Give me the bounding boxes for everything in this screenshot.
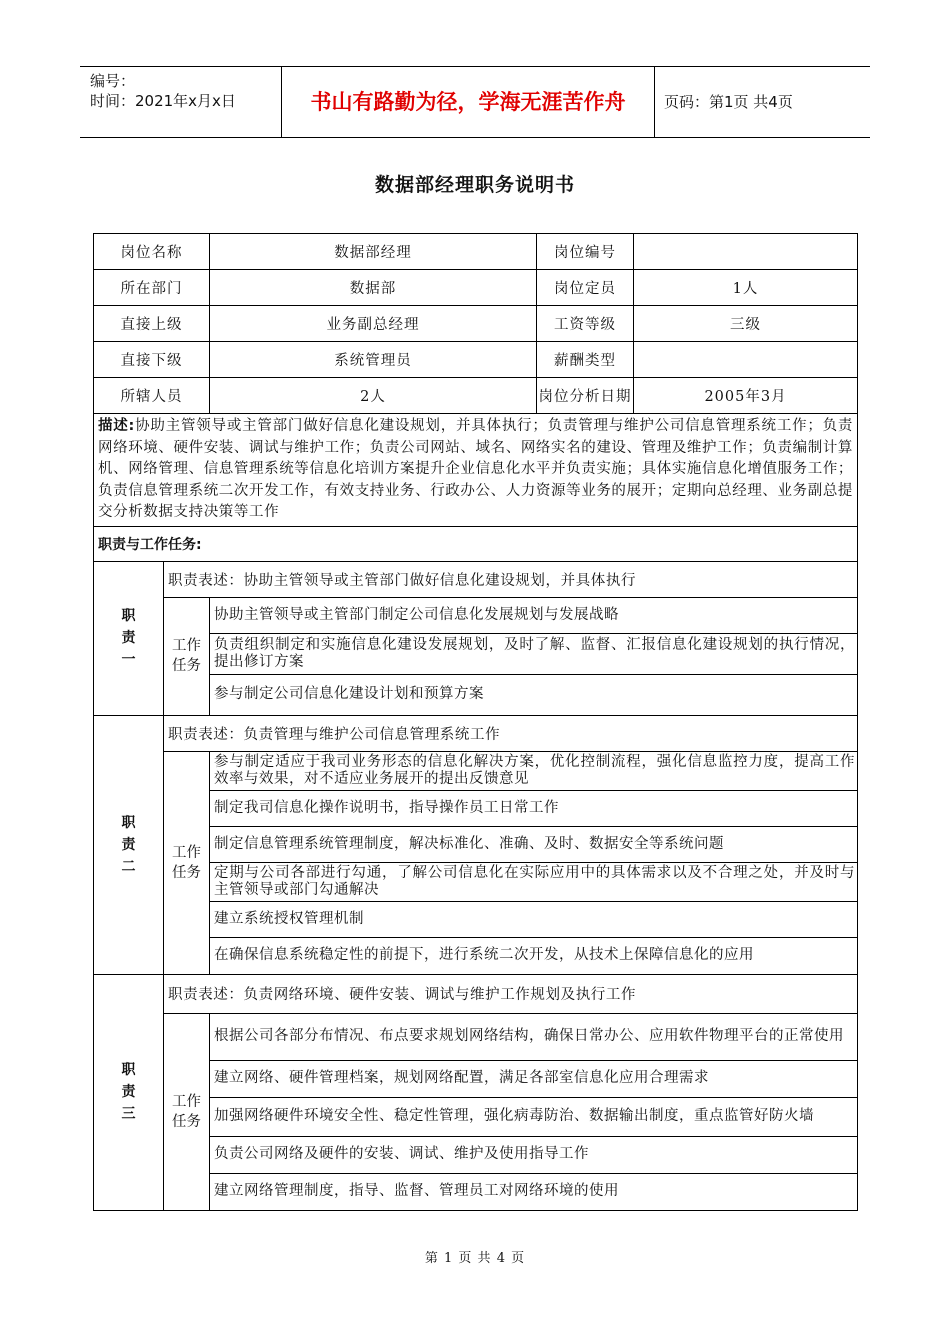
duty-statement: 职责表述：协助主管领导或主管部门做好信息化建设规划，并具体执行 bbox=[164, 561, 858, 597]
task-item: 定期与公司各部进行勾通，了解公司信息化在实际应用中的具体需求以及不合理之处，并及时与主管领导或部门勾通解决 bbox=[210, 862, 858, 901]
task-item: 负责组织制定和实施信息化建设发展规划，及时了解、监督、汇报信息化建设规划的执行情况，提出修订方案 bbox=[210, 633, 858, 674]
info-row bbox=[94, 378, 858, 414]
info-value: 三级 bbox=[634, 306, 858, 342]
info-value bbox=[634, 234, 858, 270]
info-value bbox=[634, 342, 858, 378]
info-value: 2005年3月 bbox=[634, 378, 858, 414]
info-key: 所在部门 bbox=[94, 270, 210, 306]
page-header bbox=[80, 66, 870, 138]
info-value: 业务副总经理 bbox=[210, 306, 537, 342]
duty-statement-row bbox=[94, 974, 858, 1013]
info-value: 2人 bbox=[210, 378, 537, 414]
task-item: 负责公司网络及硬件的安装、调试、维护及使用指导工作 bbox=[210, 1136, 858, 1173]
page-footer: 第 1 页 共 4 页 bbox=[424, 1251, 526, 1266]
duty-1-label: 职 责 一 bbox=[94, 561, 164, 715]
task-item: 加强网络硬件环境安全性、稳定性管理，强化病毒防治、数据输出制度，重点监管好防火墙 bbox=[210, 1097, 858, 1136]
duty-statement: 职责表述：负责管理与维护公司信息管理系统工作 bbox=[164, 715, 858, 751]
task-item: 参与制定公司信息化建设计划和预算方案 bbox=[210, 674, 858, 715]
job-description-table bbox=[93, 233, 858, 1211]
info-key: 岗位编号 bbox=[537, 234, 634, 270]
info-key: 岗位定员 bbox=[537, 270, 634, 306]
info-key: 工资等级 bbox=[537, 306, 634, 342]
task-row bbox=[94, 597, 858, 633]
task-item: 制定我司信息化操作说明书，指导操作员工日常工作 bbox=[210, 790, 858, 826]
responsibilities-heading-row bbox=[94, 526, 858, 561]
work-tasks-label: 工作 任务 bbox=[164, 1013, 210, 1210]
duty-3-label: 职 责 三 bbox=[94, 974, 164, 1210]
task-item: 根据公司各部分布情况、布点要求规划网络结构，确保日常办公、应用软件物理平台的正常使用 bbox=[210, 1013, 858, 1060]
description-label: 描述: bbox=[98, 418, 135, 434]
header-slogan: 书山有路勤为径，学海无涯苦作舟 bbox=[310, 90, 626, 114]
header-left bbox=[90, 71, 236, 111]
info-key: 薪酬类型 bbox=[537, 342, 634, 378]
document-title: 数据部经理职务说明书 bbox=[374, 174, 575, 196]
duty-statement-row bbox=[94, 715, 858, 751]
task-item: 参与制定适应于我司业务形态的信息化解决方案，优化控制流程，强化信息监控力度，提高工作效率与效果，对不适应业务展开的提出反馈意见 bbox=[210, 751, 858, 790]
info-value: 数据部 bbox=[210, 270, 537, 306]
info-row bbox=[94, 234, 858, 270]
duty-statement: 职责表述：负责网络环境、硬件安装、调试与维护工作规划及执行工作 bbox=[164, 974, 858, 1013]
duty-statement-row bbox=[94, 561, 858, 597]
info-value: 数据部经理 bbox=[210, 234, 537, 270]
info-key: 直接上级 bbox=[94, 306, 210, 342]
header-divider bbox=[654, 67, 655, 137]
date-label: 时间：2021年x月x日 bbox=[90, 92, 236, 110]
header-divider bbox=[281, 67, 282, 137]
task-row bbox=[94, 1013, 858, 1060]
info-row bbox=[94, 270, 858, 306]
task-item: 建立网络、硬件管理档案，规划网络配置，满足各部室信息化应用合理需求 bbox=[210, 1060, 858, 1097]
task-item: 建立系统授权管理机制 bbox=[210, 901, 858, 937]
task-item: 在确保信息系统稳定性的前提下，进行系统二次开发，从技术上保障信息化的应用 bbox=[210, 937, 858, 974]
page-info: 页码：第1页 共4页 bbox=[664, 93, 793, 111]
info-key: 岗位分析日期 bbox=[537, 378, 634, 414]
task-item: 建立网络管理制度，指导、监督、管理员工对网络环境的使用 bbox=[210, 1173, 858, 1210]
info-value: 1人 bbox=[634, 270, 858, 306]
work-tasks-label: 工作 任务 bbox=[164, 751, 210, 974]
description-row bbox=[94, 414, 858, 527]
info-row bbox=[94, 342, 858, 378]
responsibilities-heading: 职责与工作任务: bbox=[94, 526, 858, 561]
info-key: 岗位名称 bbox=[94, 234, 210, 270]
info-key: 所辖人员 bbox=[94, 378, 210, 414]
task-row bbox=[94, 751, 858, 790]
work-tasks-label: 工作 任务 bbox=[164, 597, 210, 715]
description-cell bbox=[94, 414, 858, 527]
task-item: 制定信息管理系统管理制度，解决标准化、准确、及时、数据安全等系统问题 bbox=[210, 826, 858, 862]
info-key: 直接下级 bbox=[94, 342, 210, 378]
description-text: 协助主管领导或主管部门做好信息化建设规划，并具体执行；负责管理与维护公司信息管理系统工作；负责网络环境、硬件安装、调试与维护工作；负责公司网站、域名、网络实名的建设、管理及维护工作；负责编制计算机、网络管理、信息管理系统等信息化培训方案提升企业信息化水平并负责实施；具体实施信息化增值服务工作；负责信息管理系统二次开发工作，有效支持业务、行政办公、人力资源等业务的展开；定期向总经理、业务副总提交分析数据支持决策等工作 bbox=[98, 418, 854, 520]
task-item: 协助主管领导或主管部门制定公司信息化发展规划与发展战略 bbox=[210, 597, 858, 633]
info-row bbox=[94, 306, 858, 342]
duty-2-label: 职 责 二 bbox=[94, 715, 164, 974]
number-label: 编号： bbox=[90, 72, 136, 90]
info-value: 系统管理员 bbox=[210, 342, 537, 378]
